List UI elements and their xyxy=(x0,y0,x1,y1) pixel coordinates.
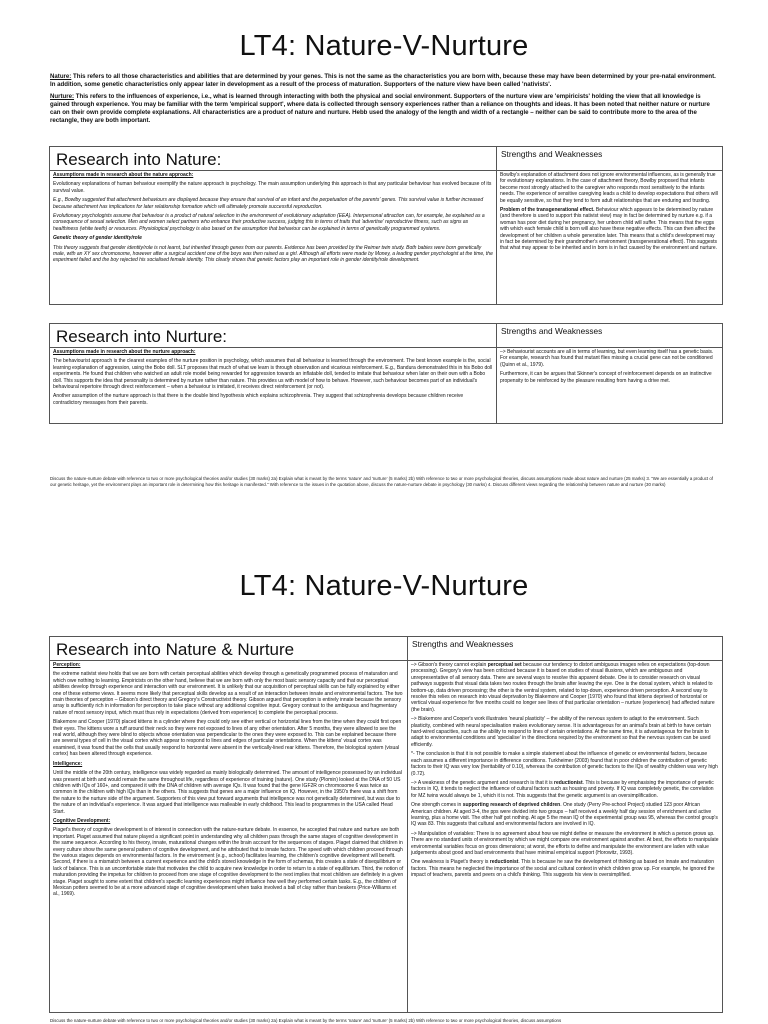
nurture-research-table xyxy=(49,323,723,424)
nature-research-paragraph: Evolutionary psychologists assume that behaviour is a product of natural selection in the environment of evolutionary adaptation (EEA). Interpersonal attraction can, for example, be explained as a consequence of sexual selection. Men and women select partners who enhance their productive success, judging this in terms of traits that 'advertise' reproductive fitness, such as signs as healthiness (white teeth) or resources. Physiological psychology is also based on the assumption that behaviour can be explained in terms of genetically programmed systems. xyxy=(53,213,485,232)
essay-questions-2: Discuss the nature-nurture debate with reference to two or more psychological theories and/or studies (30 marks) 2a) Explain what is meant by the terms 'nature' and 'nurture' (5 marks) 2b) With reference to two or more psychological theories, discuss assumptions xyxy=(50,1018,562,1023)
nurture-evaluation-paragraph: Furthermore, it can be argues that Skinner's concept of reinforcement depends on an instinctive propensity to be reinforced by the pleasure resulting from having a drive met. xyxy=(500,371,712,384)
nurture-definition-label: Nurture: xyxy=(50,92,75,100)
combined-research-heading: Perception: xyxy=(53,662,81,668)
nature-research-table xyxy=(49,146,723,305)
combined-evaluation-paragraph: *- The conclusion is that it is not possible to make a simple statement about the influence of genetic or environmental factors, because each assumes a different importance in difference conditions. Turkheimer (2003) found that in poor children the contribution of genetic factors to their IQ was very low (heritability of 0.10), whereas the contribution of genetic factors to the IQs of wealthy children was very high (0.72). xyxy=(411,751,718,777)
nurture-research-paragraph: The behaviourist approach is the clearest examples of the nurture position in psychology, which assumes that all behaviour is learned through the environment. The best known example is the, social learning explanation of aggression, using the Bobo doll. SLT proposes that much of what we learn is through observation and vicarious reinforcement. E.g., Bandura demonstrated this in his Bobo doll experiments. He found that children who watched an adult role model being rewarded for aggression towards an inflatable doll, tended to imitate that behaviour when later on their own with a Bobo doll. This supports the idea that personality is determined by nurture rather than nature. This provides us with model of how to behave. However, such behaviour becomes part of an individual's behavioural repertoire through direct reinforcement – when a behaviour is imitated, it receives direct reinforcement (or not). xyxy=(53,358,493,391)
nature-research-heading: Assumptions made in research about the nature approach: xyxy=(53,172,194,178)
combined-research-paragraph: Blakemore and Cooper (1970) placed kittens in a cylinder where they could only see either vertical or horizontal lines from the time when they could first open their eyes. The kittens wore a ruff around their neck so they were not exposed to lines of any other orientation. After 5 months, they were allowed to see the real world, although they were blind to objects whose orientation was perpendicular to the ones they were exposed to. This can be explained because there are several types of cell in the visual cortex which appear to respond to lines and edges of particular orientations. When the kittens' visual cortex was examined, it was found that the cells that usually respond to horizontal were absent in the vertically-lined rear kittens. Therefore, the biological system (visual cortex) has been altered through experience. xyxy=(53,719,402,758)
nature-research-text xyxy=(50,171,496,268)
combined-evaluation-paragraph: One strength comes in supporting research of deprived children. One study (Perry Pre-school Project) studied 123 poor African American children. At aged 3-4, the pps were divided into two groups – half received a weekly half day session of enrichment and active learning, plus a home visit. The other half got nothing. At age 5 the mean IQ of the experimental group was 95, whereas the control group's IQ was 83. This suggests that cultural and environmental factors are involved in IQ. xyxy=(411,802,718,828)
nurture-research-text xyxy=(50,348,496,410)
nurture-research-heading: Assumptions made in research about the nurture approach: xyxy=(53,349,196,355)
nature-research-paragraph: E.g., Bowlby suggested that attachment behaviours are displayed because they ensure that survival of an infant and the perpetuation of the parents' genes. This survival value is further increased because attachment has implications for later relationship formation which will ultimately promote successful reproduction. xyxy=(53,197,484,210)
nature-research-subheading: Genetic theory of gender identity/role xyxy=(53,235,142,242)
nurture-definition-text: This refers to the influences of experience, i.e., what is learned through interacting with both the physical and social environment. Supporters of the nurture view are 'empiricists' holding the view that all knowledge is gained through experience. You may be familiar with the term 'empirical support', where data is collected through sensory experiences rather than a reliance on thoughts and ideas. It has been noted that neither nature or nurture can on their own provide complete explanations. All characteristics are a product of nature and nurture. Hebb used the analogy of the length and width of a rectangle – neither can be said to contribute more to the area of the rectangle, they are both important. xyxy=(50,92,710,125)
combined-evaluation-paragraph: –> Gibson's theory cannot explain perceptual set because our tendency to distort ambiguous images relies on expectations (top-down processing). Gregory's view has been criticised because it is based on studies of visual illusions, which are ambiguous and unrepresentative of all sensory data. There are several ways to resolve this apparent debate. One is to consider research on visual pathways suggests that visual data takes two routes through the brain after leaving the eye. One is the dorsal system, which is related to bottom-up, data driven processing; the other is the ventral system, related to top-down, experience driven perception. A second way to resolve this relies on research into visual deprivation by Blakemore and Cooper (1970) who found that kittens deprived of horizontal or vertical visual experience for five months could no longer see lines of that particular orientation – nurture (experience) had affected nature (the brain). xyxy=(411,662,715,713)
combined-evaluation-paragraph: One weakness is Piaget's theory is reductionist. This is because he saw the development of thinking as based on innate and maturation factors. This means he neglected the importance of the social and cultural context in which children grow up. For example, he ignored the impact of teachers, parents and peers on a child's thinking. This suggests his view is oversimplified. xyxy=(411,859,715,879)
combined-evaluation-bold-term: reductionist xyxy=(554,779,583,786)
nurture-research-paragraph: Another assumption of the nurture approach is that there is the double bind hypothesis which explains schizophrenia. They suggest that schizophrenia develops because children receive contradictory messages from their parents. xyxy=(53,393,464,406)
combined-evaluation-bold-term: reductionist xyxy=(489,859,519,866)
definitions-block xyxy=(50,73,720,129)
nature-nurture-research-table xyxy=(49,636,723,1013)
combined-section-title: Research into Nature & Nurture xyxy=(56,640,295,659)
nature-definition xyxy=(50,73,720,90)
combined-research-paragraph: Piaget's theory of cognitive development is of interest in connection with the nature-nurture debate. In essence, he accepted that nature and nurture are both important. Piaget assumed that nature played a significant point in understanding why all children pass through the same stages of cognitive development in the same sequence. According to his theory, innate, maturational changes within the brain account for the sequences of stages. Piaget claimed that children in every culture show the same general pattern of cognitive development, and he attributed that to innate factors. The speed with which children proceed through the various stages depends on environmental factors. In the environment (e.g., school) facilitates learning, the children's cognitive development will benefit. Second, if there is a mismatch between a current experience and the child's stored knowledge in the form of schemas, this creates a state of disequilibrium or lack of balance. This is an uncomfortable state that motivates the child to acquire new knowledge in order to return to a state of equilibrium. Third, the notion of maturation providing the impetus for children to proceed from one stage of cognitive development to the next implies that most children are definitely in a given stage. Piaget sought to some extent that children's specific learning experiences might influence how well they performed certain tasks. E.g., the children of Mexican potters seemed to be at a more advanced stage of cognitive development when tasks involved a ball of clay rather than beakers (Price-Williams et al., 1969). xyxy=(53,827,404,898)
essay-questions: Discuss the nature-nurture debate with reference to two or more psychological theories and/or studies (30 marks) 2a) Explain what is meant by the terms 'nature' and 'nurture' (5 marks) 2b) With reference to two or more psychological theories, discuss assumptions made about nature and nurture (25 marks) 3. "We are essentially a product of our genetic heritage, yet the environment plays an important role in determining how this heritage is manifested." With reference to the issues in the quotation above, discuss the nature-nurture debate in psychology (30 marks) 4. Discuss different views regarding the relationship between nature and nurture (30 marks) xyxy=(50,476,714,487)
nature-evaluation-bold-term: Problem of the transgenerational effect. xyxy=(500,207,595,214)
page-title-2: LT4: Nature-V-Nurture xyxy=(239,570,529,602)
combined-research-paragraph: the extreme nativist view holds that we are born with certain perceptual abilities which develop through a genetically programmed process of maturation and which owe nothing to learning. Empiricists on the other hand, believe that we are born with only the most basic sensory capacity and that our perceptual abilities develop through experience and interaction with our environment. It is unlikely that our acquisition of perceptual skills can be fully explained by either one of these extreme views. It seems more likely that perceptual skills develop as a result of an interaction between innate and environmental factors. The two main theories of perception – Gibson's direct theory and Gregory's Constructivist theory. Gibson argued that perception is entirely innate because the sensory array is sufficiently rich in information for perception to take place without any additional cognitive input. Gregory contrast to the ambiguous and fragmentary nature of most sensory input, which must thus rely in expectations (derived from experience) to complete the perceptual process. xyxy=(53,671,403,716)
nature-strengths-weaknesses-title: Strengths and Weaknesses xyxy=(501,149,603,159)
combined-research-text xyxy=(50,661,407,902)
combined-evaluation-paragraph: –> Manipulation of variables: There is no agreement about how we might define or measure the environment in which a person grows up. There are no standard units of environment by which we might compare one environment against another. At best, the efforts to manipulate environmental variables focus on gross dimensions; at worst, the efforts to define and manipulate the environment are laden with value judgements about good and bad environments that have minimal empirical support (Horowitz, 1993). xyxy=(411,830,719,856)
combined-research-heading: Cognitive Development: xyxy=(53,817,111,824)
nurture-section-title: Research into Nurture: xyxy=(56,327,228,346)
worksheet-page-2 xyxy=(0,528,768,1024)
nurture-evaluation-paragraph: –> Behaviourist accounts are all in terms of learning, but even learning itself has a genetic basis. For example, research has found that mutant flies missing a crucial gene can not be conditioned (Quinn et al., 1979). xyxy=(500,349,714,368)
combined-evaluation-bold-term: perceptual set xyxy=(487,662,522,668)
nature-evaluation-paragraph: Bowlby's explanation of attachment does not ignore environmental influences, as is generally true for evolutionary explanations. In the case of attachment theory, Bowlby proposed that infants become most strongly attached to the caregiver who responds most sensitively to the infants needs. The experience of sensitive caregiving leads a child to develop expectations that others will be equally sensitive, so that they tend to form adult relationships that are enduring and trusting. xyxy=(500,172,718,204)
nature-definition-text: This refers to all those characteristics and abilities that are determined by your genes. This is not the same as the characteristics you are born with, because these may have been determined by your pre-natal environment. In addition, some genetic characteristics only appear later in development as a result of the process of maturation. Supporters of the nature view have been called 'nativists'. xyxy=(50,73,716,89)
combined-evaluation-paragraph: –> A weakness of the genetic argument and research is that it is reductionist. This is because by emphasising the importance of genetic factors in IQ, it tends to neglect the influence of cultural factors such as housing and poverty. If IQ was completely genetic, the correlation for MZ twins would always be 1, which it is not. This suggests that the genetic argument is an oversimplification. xyxy=(411,779,714,799)
nature-section-title: Research into Nature: xyxy=(56,150,222,169)
nurture-strengths-weaknesses-title: Strengths and Weaknesses xyxy=(501,326,603,336)
combined-research-paragraph: Until the middle of the 20th century, intelligence was widely regarded as mainly biologically determined. The amount of intelligence possessed by an individual was present at birth and would remain the same throughout life, regardless of experience of training (nature). One study (Plomin) looked at the DNA of 50 US children with IQs of 160+, and compared it with the DNA of children with average IQs. It was found that the gene IGF2R on chromosome 6 was twice as common in the children with high IQs than in the others. This suggests that genes are a major influence on IQ. However, in the 1950's there was a shift from the nature to the nurture side of the argument. Supporters of this view put forward arguments that intelligence was not genetically determined, but was due to the nature of an individual's experience. It was argued that intelligence was malleable in early childhood. This lead to programmes in the USA called Head Start. xyxy=(53,770,402,815)
nature-research-paragraph: This theory suggests that gender identity/role is not learnt, but inherited through genes from our parents. Evidence has been provided by the Reimer twin study. Both babies were born genetically male, with an XY sex chromosome, however after a surgical accident one of the boys was then raised as a girl. Although all efforts were made by Money, a leading gender psychologist at the time, the experiment failed and the boy rejected his socialised female identity. This clearly shows that genetic factors play an important role in gender identity/role development. xyxy=(53,244,493,264)
nurture-definition xyxy=(50,93,720,126)
combined-evaluation-bold-term: supporting research of deprived children xyxy=(462,802,561,809)
nature-definition-label: Nature: xyxy=(50,73,72,80)
nurture-evaluation-text xyxy=(497,348,722,388)
combined-evaluation-paragraph: –> Blakemore and Cooper's work illustrates 'neural plasticity' – the ability of the nervous system to adapt to the environment. Such plasticity, combined with neural specialisation makes evolutionary sense. It is advantageous for an animal's brain at birth to have certain hard-wired capacities, such as the ability to respond to lines of certain orientations. At the same time, it is advantageous for the brain to adapt to environmental conditions and 'specialise' in the directions required by the environment so that the nervous system can be used efficiently. xyxy=(411,716,711,748)
combined-strengths-weaknesses-title: Strengths and Weaknesses xyxy=(412,639,514,649)
nature-evaluation-paragraph: Problem of the transgenerational effect. Behaviour which appears to be determined by nature (and therefore is used to support this nativist view) may in fact be determined by nurture e.g. if a woman has poor diet during her pregnancy, her unborn child will suffer. This means that the eggs with which each female child is born will also have these negative effects. This can then affect the development of her children a whole generation later. This means that a child's development may in fact be determined by their grandmother's environment (transgenerational effect). This suggests that what may appear to be inherited and in born is in fact caused by the environment and nurture. xyxy=(500,207,718,252)
nature-research-paragraph: Evolutionary explanations of human behaviour exemplify the nature approach is psychology. The main assumption underlying this approach is that any particular behaviour has evolved because of its survival value. xyxy=(53,181,492,194)
page-title: LT4: Nature-V-Nurture xyxy=(239,30,529,62)
combined-evaluation-text xyxy=(408,661,722,883)
combined-research-heading: Intelligence: xyxy=(53,760,83,767)
nature-evaluation-text xyxy=(497,171,722,256)
